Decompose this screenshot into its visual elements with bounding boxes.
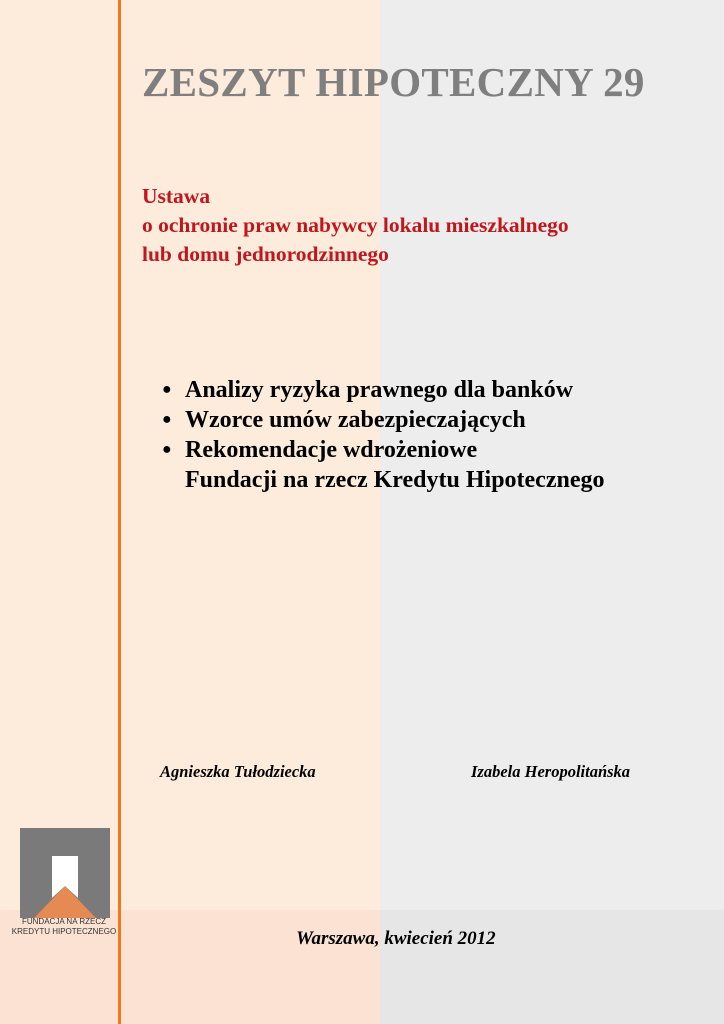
- list-item: [162, 375, 712, 405]
- subtitle-line: Ustawa: [142, 184, 211, 208]
- bullet-list: [162, 375, 712, 495]
- logo-caption: [4, 917, 124, 937]
- bullet-icon: ●: [162, 411, 172, 428]
- document-title: ZESZYT HIPOTECZNY 29: [142, 59, 645, 105]
- subtitle-line: lub domu jednorodzinnego: [142, 242, 389, 266]
- list-item: [162, 405, 712, 435]
- place-and-date: Warszawa, kwiecień 2012: [296, 928, 496, 949]
- list-item-continuation: Fundacji na rzecz Kredytu Hipotecznego: [185, 467, 605, 493]
- bullet-icon: ●: [162, 441, 172, 458]
- document-subtitle: [142, 182, 712, 269]
- subtitle-line: o ochronie praw nabywcy lokalu mieszkalnego: [142, 213, 569, 237]
- list-item: [162, 435, 712, 465]
- list-item-text: Rekomendacje wdrożeniowe: [185, 437, 478, 463]
- logo-caption-line: FUNDACJA NA RZECZ: [21, 917, 106, 926]
- author-name: Agnieszka Tułodziecka: [160, 762, 316, 781]
- logo-caption-line: KREDYTU HIPOTECZNEGO: [11, 927, 117, 936]
- bullet-icon: ●: [162, 381, 172, 398]
- vertical-accent-rule: [118, 0, 121, 1024]
- author-name: Izabela Heropolitańska: [471, 762, 631, 781]
- list-item-text: Analizy ryzyka prawnego dla banków: [185, 377, 574, 403]
- list-item-text: Wzorce umów zabezpieczających: [185, 407, 526, 433]
- foundation-logo-icon: [20, 828, 110, 918]
- right-panel-background: [380, 0, 724, 1024]
